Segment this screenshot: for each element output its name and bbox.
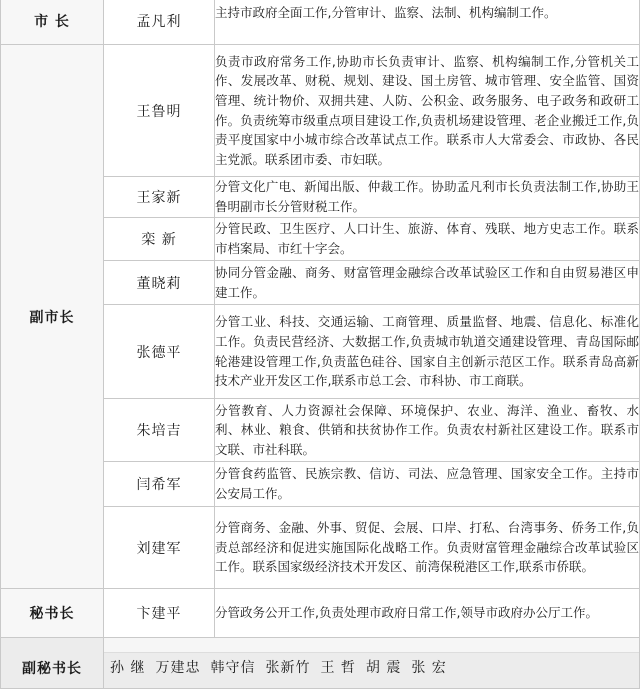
duty-cell: 分管教育、人力资源社会保障、环境保护、农业、海洋、渔业、畜牧、水利、林业、粮食、供销和扶贫协作工作。负责农村新社区建设工作。联系市文联、市社科联。 (215, 399, 640, 462)
duty-cell: 分管工业、科技、交通运输、工商管理、质量监督、地震、信息化、标准化工作。负责民营经济、大数据工作,负责城市轨道交通建设管理、青岛国际邮轮港建设管理工作,负责蓝色硅谷、国家自主创新示范区工作。联系青岛高新技术产业开发区工作,联系市总工会、市科协、市工商联。 (215, 305, 640, 399)
deputy-secretary-name: 孙 继 (110, 660, 146, 676)
role-cell-deputy-secretary: 副秘书长 (1, 638, 104, 689)
deputy-secretary-names-cell (104, 638, 640, 689)
deputy-secretary-name: 韩守信 (210, 660, 256, 676)
duty-cell: 负责市政府常务工作,协助市长负责审计、监察、机构编制工作,分管机关工作、发展改革、财税、规划、建设、国土房管、城市管理、安全监管、国资管理、统计物价、双拥共建、人防、公积金、政务服务、电子政务和政研工作。负责统筹市级重点项目建设工作,负责机场建设管理、老企业搬迁工作,负责平度国家中小城市综合改革试点工作。联系市人大常委会、市政协、各民主党派。联系团市委、市妇联。 (215, 45, 640, 177)
name-cell-mayor: 孟凡利 (104, 0, 215, 45)
duty-cell: 分管文化广电、新闻出版、仲裁工作。协助孟凡利市长负责法制工作,协助王鲁明副市长分管财税工作。 (215, 177, 640, 218)
header-band (104, 638, 640, 653)
duty-cell-secretary: 分管政务公开工作,负责处理市政府日常工作,领导市政府办公厅工作。 (215, 589, 640, 638)
deputy-secretary-name: 张 宏 (411, 660, 447, 676)
duty-cell: 协同分管金融、商务、财富管理金融综合改革试验区工作和自由贸易港区申建工作。 (215, 261, 640, 305)
name-cell: 张德平 (104, 305, 215, 399)
name-cell-secretary: 卞建平 (104, 589, 215, 638)
role-cell-mayor: 市 长 (1, 0, 104, 45)
deputy-secretary-name: 万建忠 (155, 660, 201, 676)
deputy-secretary-list (110, 657, 639, 677)
name-cell: 闫希军 (104, 462, 215, 507)
duty-cell: 分管商务、金融、外事、贸促、会展、口岸、打私、台湾事务、侨务工作,负责总部经济和促进实施国际化战略工作。负责财富管理金融综合改革试验区工作。联系国家级经济技术开发区、前湾保税港区工作,联系市侨联。 (215, 507, 640, 589)
name-cell: 刘建军 (104, 507, 215, 589)
duty-cell: 分管食药监管、民族宗教、信访、司法、应急管理、国家安全工作。主持市公安局工作。 (215, 462, 640, 507)
deputy-secretary-name: 张新竹 (265, 660, 311, 676)
name-cell: 王鲁明 (104, 45, 215, 177)
table-row-secretary (1, 589, 640, 638)
table-row-deputy-secretary (1, 638, 640, 689)
name-cell: 栾 新 (104, 218, 215, 261)
role-cell-vice-mayor: 副市长 (1, 45, 104, 589)
name-cell: 王家新 (104, 177, 215, 218)
duty-cell-mayor: 主持市政府全面工作,分管审计、监察、法制、机构编制工作。 (215, 0, 640, 45)
table-row-mayor (1, 0, 640, 45)
table-row-vice-1 (1, 45, 640, 177)
deputy-secretary-name: 王 哲 (320, 660, 356, 676)
name-cell: 董晓莉 (104, 261, 215, 305)
name-cell: 朱培吉 (104, 399, 215, 462)
deputy-secretary-name: 胡 震 (365, 660, 402, 676)
role-cell-secretary: 秘书长 (1, 589, 104, 638)
duty-cell: 分管民政、卫生医疗、人口计生、旅游、体育、残联、地方史志工作。联系市档案局、市红十字会。 (215, 218, 640, 261)
